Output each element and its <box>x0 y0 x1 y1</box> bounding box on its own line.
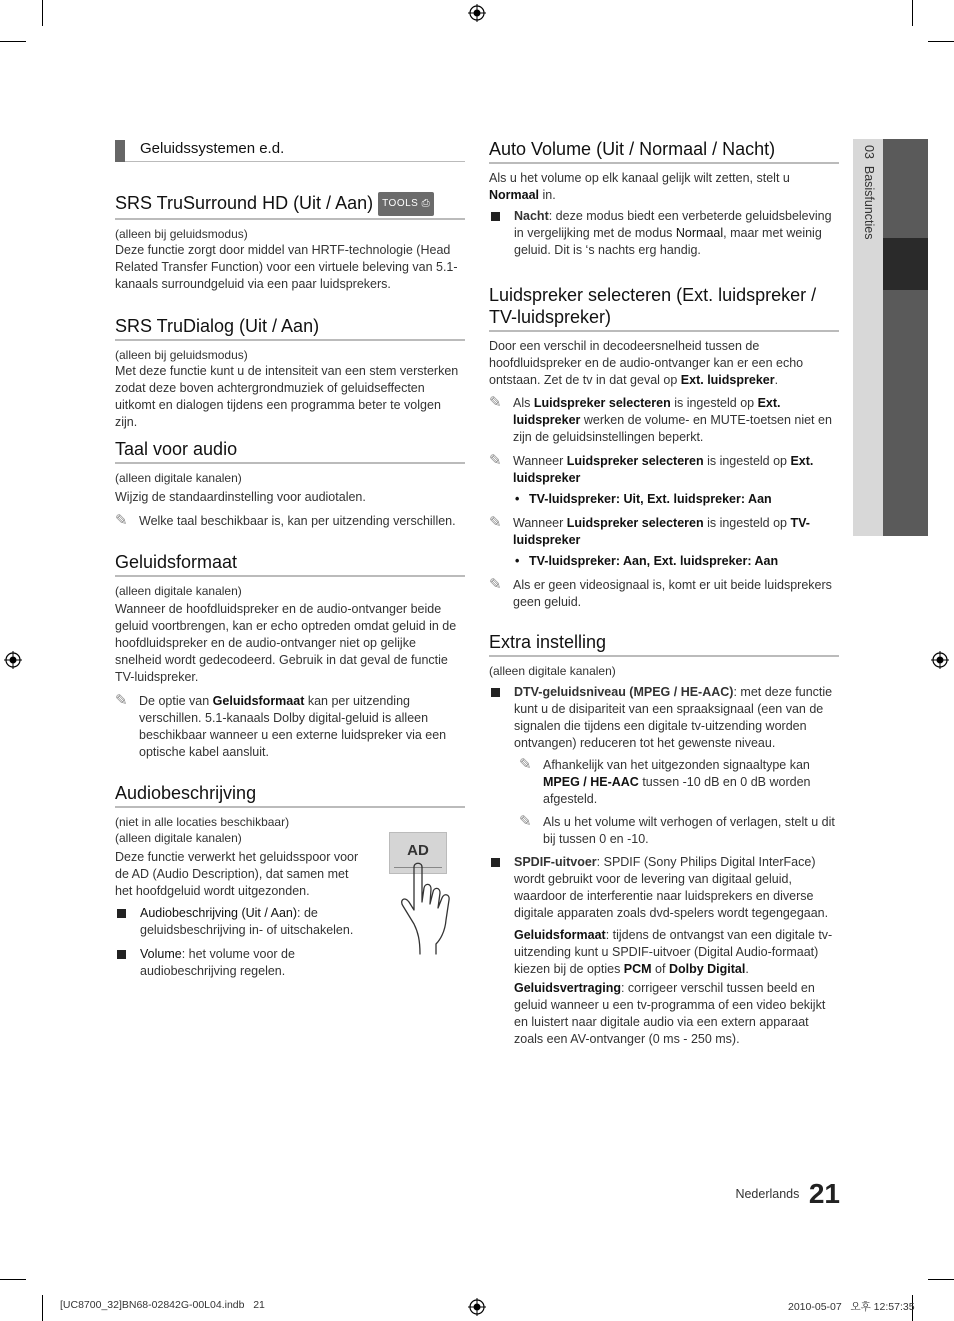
chapter-label: Basisfuncties <box>862 165 876 240</box>
page-number: 21 <box>808 1178 840 1209</box>
crop-mark <box>42 0 43 26</box>
pencil-note-icon: ✎ <box>519 756 532 773</box>
pencil-note-icon: ✎ <box>115 692 128 709</box>
pencil-note-icon: ✎ <box>489 514 502 531</box>
registration-mark-icon <box>4 651 22 669</box>
list-item: • TV-luidspreker: Aan, Ext. luidspreker: Aan <box>515 554 779 568</box>
note: ✎ Als er geen videosignaal is, komt er uit beide luidsprekers geen geluid. <box>489 576 832 609</box>
list-item: DTV-geluidsniveau (MPEG / HE-AAC): met deze functie kunt u de disipariteit van een spraaksignaal (een van de signalen die tijdens een digitale tv-uitzending worden ontvangen) reduceren tot het gewenste niveau. <box>489 684 839 752</box>
list-item: Audiobeschrijving (Uit / Aan): de geluidsbeschrijving in- of uitschakelen. <box>115 905 365 939</box>
section-body: Door een verschil in decodeersnelheid tussen de hoofdluidspreker en de audio-ontvanger kan er een echo ontstaan. Zet de tv in dat geval op Ext. luidspreker. <box>489 339 804 387</box>
list-item: • TV-luidspreker: Uit, Ext. luidspreker: Aan <box>515 492 772 506</box>
section-body: Deze functie verwerkt het geluidsspoor voor de AD (Audio Description), dat samen met het hoofdgeluid wordt uitgezonden. <box>115 850 359 898</box>
section-subtitle: (alleen digitale kanalen) <box>489 664 616 678</box>
section-srs-hd <box>115 192 465 293</box>
section-title: SRS TruDialog (Uit / Aan) <box>115 315 465 341</box>
list-item: SPDIF-uitvoer: SPDIF (Sony Philips Digital InterFace) wordt gebruikt voor de levering van digitaal geluid, waardoor de interferentie naar luidsprekers en diverse digitale apparaten zoals dvd-spelers wordt tegengegaan. <box>489 854 839 922</box>
section-extra-instelling <box>489 631 839 1048</box>
list-item: Volume: het volume voor de audiobeschrijving regelen. <box>115 946 365 980</box>
section-taal <box>115 438 465 530</box>
section-body: Deze functie zorgt door middel van HRTF-technologie (Head Related Transfer Function) voor een virtuele beleving van 5.1-kanaals surroundgeluid via een paar luidsprekers. <box>115 243 458 291</box>
section-title: Extra instelling <box>489 631 839 657</box>
side-tab-bar <box>883 139 928 536</box>
section-audiobeschrijving <box>115 782 465 980</box>
pencil-note-icon: ✎ <box>489 576 502 593</box>
print-info-file: [UC8700_32]BN68-02842G-00L04.indb 21 <box>60 1299 265 1311</box>
note: ✎ Wanneer Luidspreker selecteren is ingesteld op Ext. luidspreker <box>489 452 814 485</box>
crop-mark <box>0 1279 26 1280</box>
crop-mark <box>912 0 913 26</box>
section-srs-dialog <box>115 315 465 431</box>
pencil-note-icon: ✎ <box>115 512 128 529</box>
section-title: Geluidsformaat <box>115 551 465 577</box>
section-formaat <box>115 551 465 761</box>
section-subtitle: (niet in alle locaties beschikbaar) <box>115 815 290 829</box>
paragraph: Geluidsvertraging: corrigeer verschil tussen beeld en geluid wanneer u een tv-programma of een video bekijkt en luistert naar digitale audio via een extern apparaat zoals een AV-ontvanger (0 ms - 250 ms). <box>514 981 826 1046</box>
section-title: Audiobeschrijving <box>115 782 465 808</box>
paragraph: Geluidsformaat: tijdens de ontvangst van een digitale tv-uitzending kunt u SPDIF-uitvoer (Digital Audio-formaat) kiezen bij de opties PCM of Dolby Digital. <box>514 928 833 976</box>
list-item: Nacht: deze modus biedt een verbeterde geluidsbeleving in vergelijking met de modus Normaal, maar met weinig geluid. Dit is ‘s nachts erg handig. <box>489 208 839 259</box>
page-footer <box>700 1178 840 1210</box>
ad-button: AD <box>389 832 447 874</box>
bar-title-text: Geluidssystemen e.d. <box>140 140 285 157</box>
pencil-note-icon: ✎ <box>489 452 502 469</box>
pencil-note-icon: ✎ <box>519 813 532 830</box>
note: ✎ Wanneer Luidspreker selecteren is ingesteld op TV-luidspreker <box>489 514 810 547</box>
bar-title <box>115 138 465 162</box>
pointing-hand-icon <box>400 862 470 957</box>
note: ✎ De optie van Geluidsformaat kan per uitzending verschillen. 5.1-kanaals Dolby digital-geluid is alleen beschikbaar wanneer u een externe luidspreker via een optische kabel aansluit. <box>115 692 447 759</box>
section-body: Als u het volume op elk kanaal gelijk wilt zetten, stelt u Normaal in. <box>489 171 790 202</box>
crop-mark <box>0 41 26 42</box>
crop-mark <box>928 1279 954 1280</box>
section-auto-volume <box>489 138 839 259</box>
section-luidspreker <box>489 284 839 611</box>
section-title: Auto Volume (Uit / Normaal / Nacht) <box>489 138 839 164</box>
section-subtitle: (alleen digitale kanalen) <box>115 471 242 485</box>
print-info-date: 2010-05-07 오후 12:57:35 <box>788 1301 915 1313</box>
registration-mark-icon <box>931 651 949 669</box>
registration-mark-icon <box>468 4 486 22</box>
section-title: SRS TruSurround HD (Uit / Aan) TOOLS ⎙ <box>115 192 465 220</box>
section-body: Wijzig de standaardinstelling voor audiotalen. <box>115 490 366 504</box>
note: ✎ Als Luidspreker selecteren is ingesteld op Ext. luidspreker werken de volume- en MUTE-toetsen niet en zijn de geluidsinstellingen beperkt. <box>489 394 832 444</box>
crop-mark <box>928 41 954 42</box>
pencil-note-icon: ✎ <box>489 394 502 411</box>
section-body: Met deze functie kunt u de intensiteit van een stem versterken zodat deze boven achtergrondmuziek of geluidseffecten uitkomt en dialogen tijdens een programma beter te volgen zijn. <box>115 364 459 429</box>
tools-badge: TOOLS ⎙ <box>378 192 434 216</box>
section-subtitle: (alleen bij geluidsmodus) <box>115 348 248 362</box>
side-tab-active <box>883 238 928 290</box>
note: ✎ Afhankelijk van het uitgezonden signaaltype kan MPEG / HE-AAC tussen -10 dB en 0 dB worden afgesteld. <box>519 756 811 806</box>
registration-mark-icon <box>468 1298 486 1316</box>
section-subtitle: (alleen digitale kanalen) <box>115 584 242 598</box>
section-title: Luidspreker selecteren (Ext. luidspreker / TV-luidspreker) <box>489 284 839 332</box>
note: ✎ Als u het volume wilt verhogen of verlagen, stelt u dit bij tussen 0 en -10. <box>519 813 835 846</box>
section-title: Taal voor audio <box>115 438 465 464</box>
section-subtitle: (alleen bij geluidsmodus) <box>115 227 248 241</box>
note: ✎ Welke taal beschikbaar is, kan per uitzending verschillen. <box>115 512 456 529</box>
section-body: Wanneer de hoofdluidspreker en de audio-ontvanger beide geluid voortbrengen, kan er echo optreden omdat geluid in de hoofdluidspreker en de audio-ontvanger niet op gelijke snelheid wordt gedecodeerd. Gebruik in dat geval de functie TV-luidspreker. <box>115 602 457 684</box>
crop-mark <box>42 1295 43 1321</box>
footer-language: Nederlands <box>735 1187 800 1201</box>
side-tab-label <box>858 145 878 295</box>
section-subtitle: (alleen digitale kanalen) <box>115 831 242 845</box>
chapter-number: 03 <box>862 145 876 159</box>
